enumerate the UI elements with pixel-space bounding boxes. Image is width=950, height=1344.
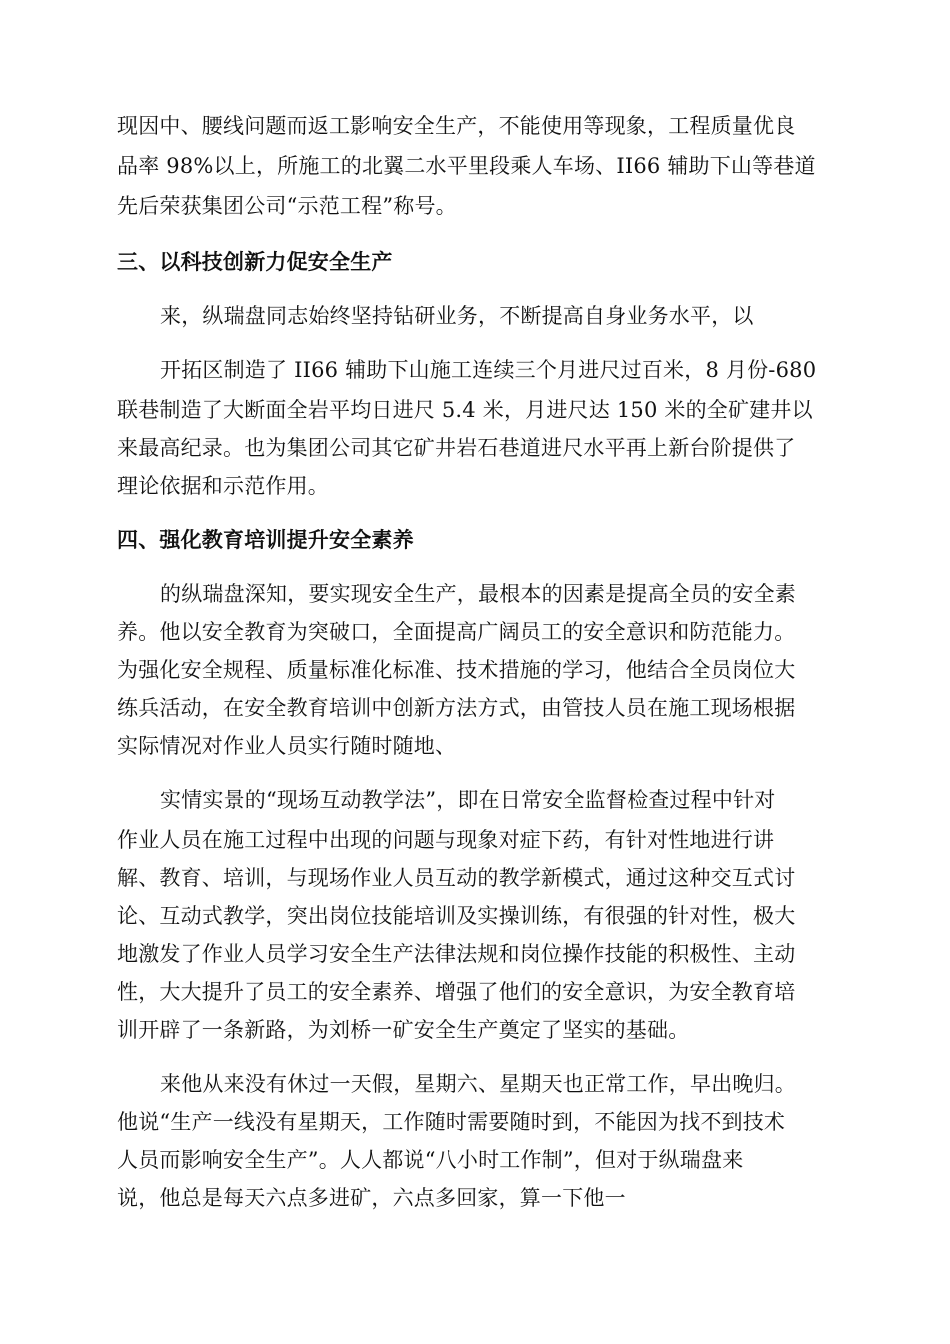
paragraph-line: 先后荣获集团公司“示范工程”称号。 <box>117 194 457 218</box>
paragraph-line: 人员而影响安全生产”。人人都说“八小时工作制”，但对于纵瑞盘来 <box>117 1148 744 1172</box>
paragraph-line: 练兵活动，在安全教育培训中创新方法方式，由管技人员在施工现场根据 <box>117 696 796 720</box>
paragraph-line: 为强化安全规程、质量标准化标准、技术措施的学习，他结合全员岗位大 <box>117 658 796 682</box>
paragraph-line: 联巷制造了大断面全岩平均日进尺 5.4 米，月进尺达 150 米的全矿建井以 <box>117 398 813 422</box>
section-heading-3: 三、以科技创新力促安全生产 <box>117 250 393 274</box>
paragraph-line: 实际情况对作业人员实行随时随地、 <box>117 734 457 758</box>
section-heading-4: 四、强化教育培训提升安全素养 <box>117 528 414 552</box>
paragraph-line: 开拓区制造了 II66 辅助下山施工连续三个月进尺过百米，8 月份-680 <box>160 358 817 382</box>
paragraph-line: 训开辟了一条新路，为刘桥一矿安全生产奠定了坚实的基础。 <box>117 1018 690 1042</box>
paragraph-line: 作业人员在施工过程中出现的问题与现象对症下药，有针对性地进行讲 <box>117 828 775 852</box>
paragraph-line: 的纵瑞盘深知，要实现安全生产，最根本的因素是提高全员的安全素 <box>160 582 796 606</box>
paragraph-line: 现因中、腰线问题而返工影响安全生产，不能使用等现象，工程质量优良 <box>117 114 796 138</box>
paragraph-line: 实情实景的“现场互动教学法”，即在日常安全监督检查过程中针对 <box>160 788 776 812</box>
paragraph-line: 说，他总是每天六点多进矿，六点多回家，算一下他一 <box>117 1186 626 1210</box>
paragraph-line: 来，纵瑞盘同志始终坚持钻研业务，不断提高自身业务水平，以 <box>160 304 754 328</box>
paragraph-line: 养。他以安全教育为突破口，全面提高广阔员工的安全意识和防范能力。 <box>117 620 796 644</box>
paragraph-line: 他说“生产一线没有星期天，工作随时需要随时到，不能因为找不到技术 <box>117 1110 786 1134</box>
paragraph-line: 品率 98%以上，所施工的北翼二水平里段乘人车场、II66 辅助下山等巷道 <box>117 154 816 178</box>
paragraph-line: 论、互动式教学，突出岗位技能培训及实操训练，有很强的针对性，极大 <box>117 904 796 928</box>
paragraph-line: 来最高纪录。也为集团公司其它矿井岩石巷道进尺水平再上新台阶提供了 <box>117 436 796 460</box>
paragraph-line: 理论依据和示范作用。 <box>117 474 329 498</box>
paragraph-line: 性，大大提升了员工的安全素养、增强了他们的安全意识，为安全教育培 <box>117 980 796 1004</box>
paragraph-line: 解、教育、培训，与现场作业人员互动的教学新模式，通过这种交互式讨 <box>117 866 796 890</box>
paragraph-line: 来他从来没有休过一天假，星期六、星期天也正常工作，早出晚归。 <box>160 1072 796 1096</box>
paragraph-line: 地激发了作业人员学习安全生产法律法规和岗位操作技能的积极性、主动 <box>117 942 796 966</box>
